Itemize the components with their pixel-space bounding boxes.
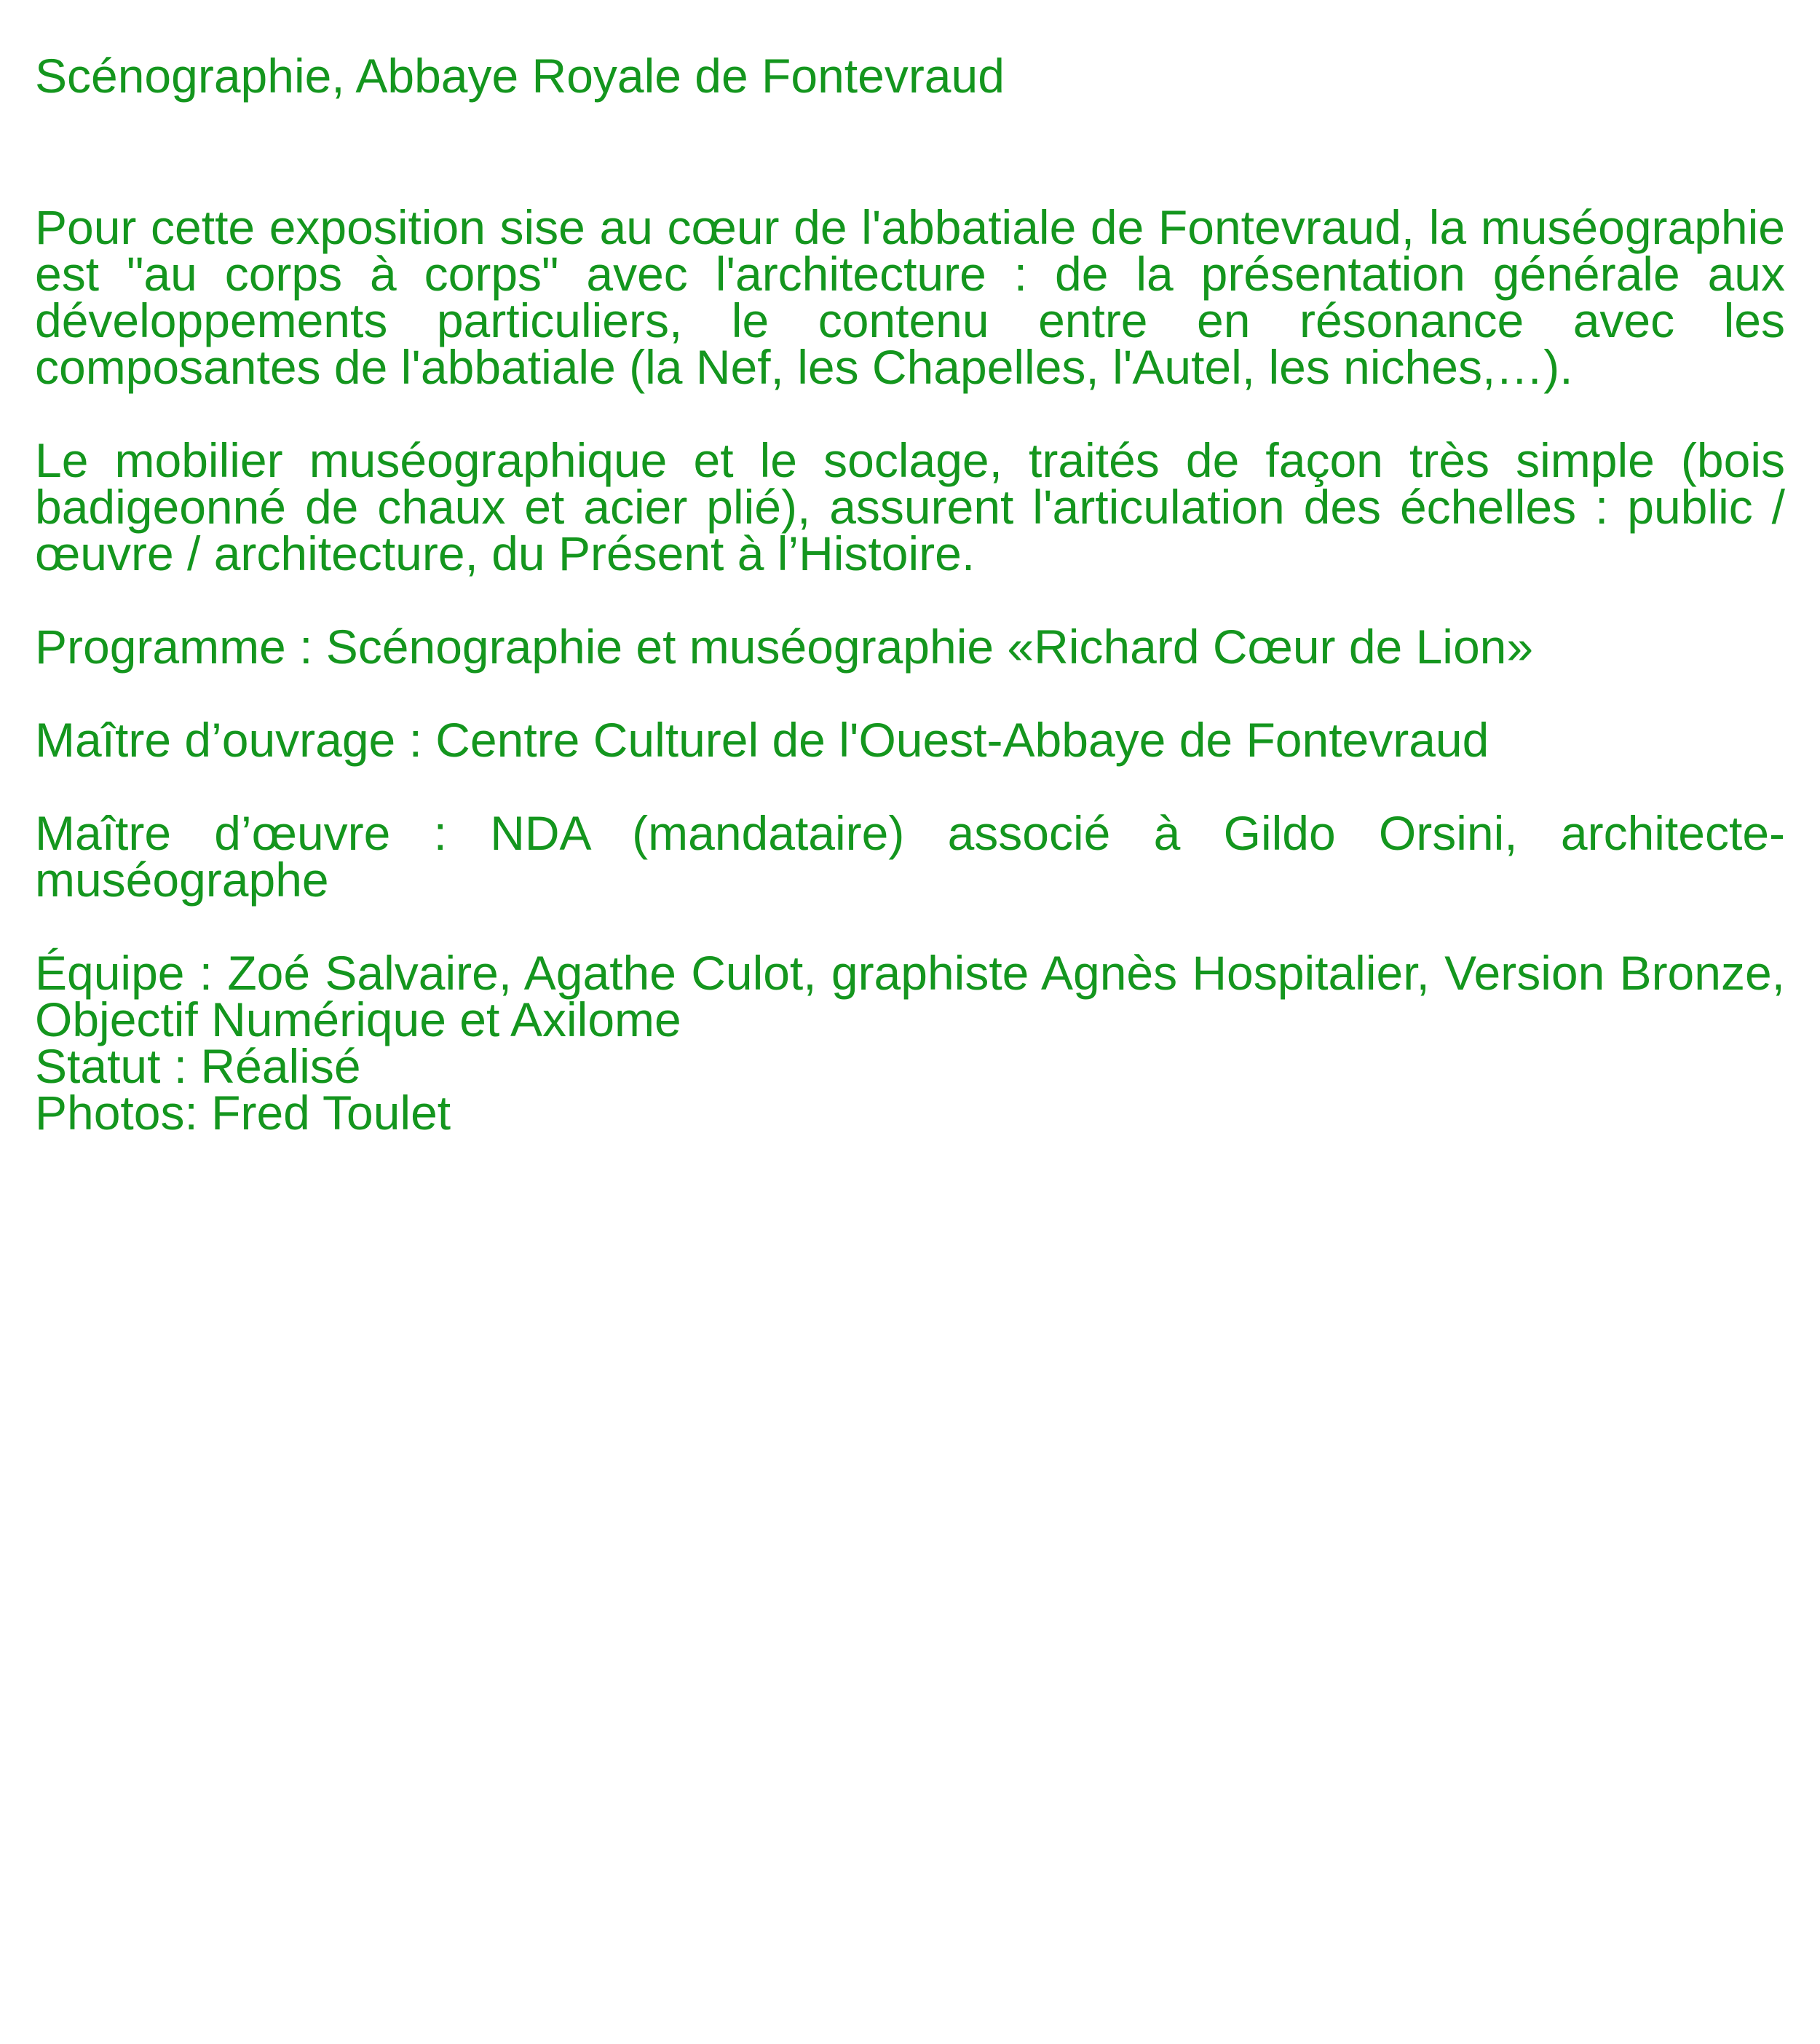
paragraph-furniture: Le mobilier muséographique et le soclage, traités de façon très simple (bois badigeonné de chaux et acier plié), assurent l'articulation des échelles : public / œuvre / architecture, du Présent à l’Histoire. [35, 433, 1785, 580]
paragraph-architect: Maître d’œuvre : NDA (mandataire) associé à Gildo Orsini, architecte-muséographe [35, 806, 1785, 907]
credits-team: Équipe : Zoé Salvaire, Agathe Culot, graphiste Agnès Hospitalier, Version Bronze, Objectif Numérique et Axilome [35, 946, 1785, 1046]
credits-photos: Photos: Fred Toulet [35, 1086, 451, 1140]
project-description [35, 49, 1785, 1140]
page-title: Scénographie, Abbaye Royale de Fontevraud [35, 49, 1005, 103]
paragraph-programme: Programme : Scénographie et muséographie «Richard Cœur de Lion» [35, 620, 1534, 674]
paragraph-client: Maître d’ouvrage : Centre Culturel de l'Ouest-Abbaye de Fontevraud [35, 713, 1489, 767]
credits-block [35, 946, 1785, 1140]
credits-status: Statut : Réalisé [35, 1039, 361, 1093]
paragraph-intro: Pour cette exposition sise au cœur de l'abbatiale de Fontevraud, la muséographie est "au corps à corps" avec l'architecture : de la présentation générale aux développements particuliers, le contenu entre en résonance avec les composantes de l'abbatiale (la Nef, les Chapelles, l'Autel, les niches,…). [35, 200, 1785, 394]
